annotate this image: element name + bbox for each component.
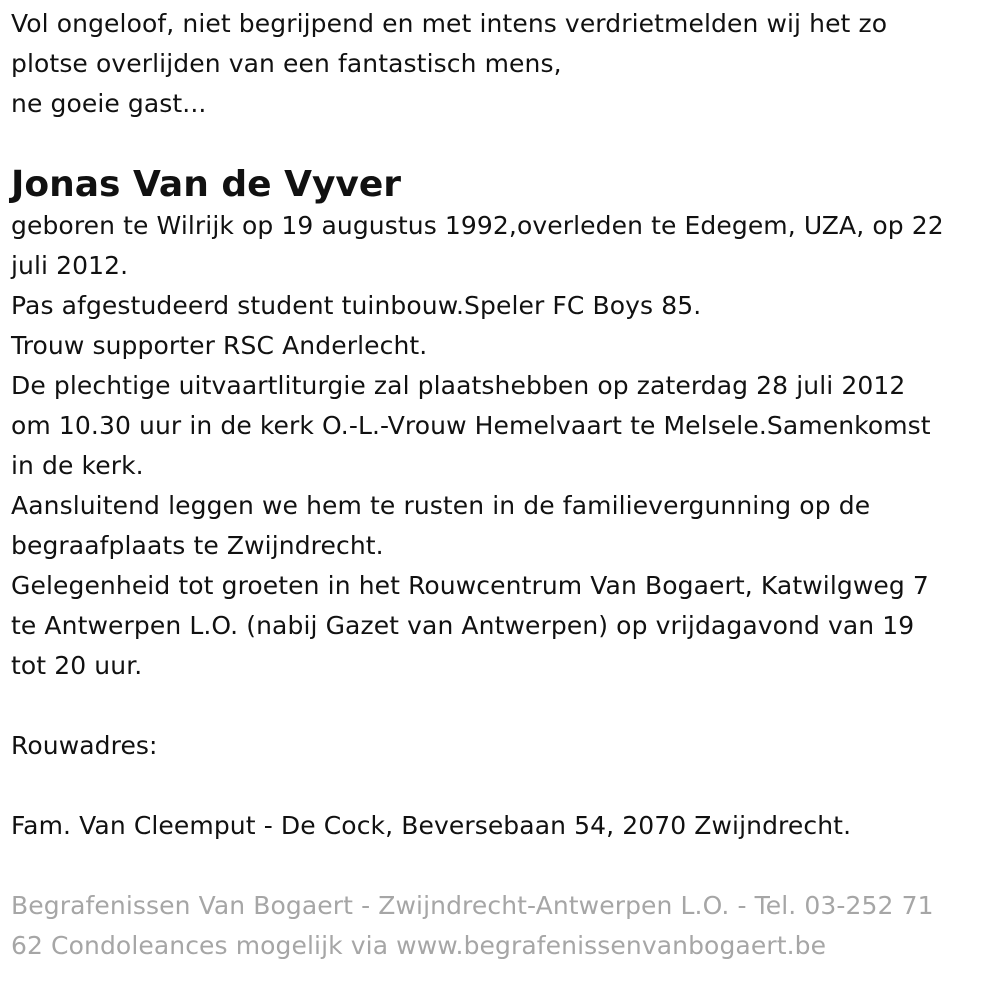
intro-paragraph	[11, 4, 995, 124]
footer-line: Begrafenissen Van Bogaert - Zwijndrecht-Antwerpen L.O. - Tel. 03-252 71	[11, 891, 934, 920]
details-line: Pas afgestudeerd student tuinbouw.Speler FC Boys 85.	[11, 291, 702, 320]
details-line: Trouw supporter RSC Anderlecht.	[11, 331, 428, 360]
mourning-address-label: Rouwadres:	[11, 731, 158, 760]
details-line: te Antwerpen L.O. (nabij Gazet van Antwerpen) op vrijdagavond van 19	[11, 611, 915, 640]
details-line: om 10.30 uur in de kerk O.-L.-Vrouw Hemelvaart te Melsele.Samenkomst	[11, 411, 931, 440]
details-line: Gelegenheid tot groeten in het Rouwcentrum Van Bogaert, Katwilgweg 7	[11, 571, 929, 600]
intro-line: ne goeie gast...	[11, 89, 207, 118]
deceased-name: Jonas Van de Vyver	[11, 164, 402, 205]
mourning-address: Fam. Van Cleemput - De Cock, Beversebaan 54, 2070 Zwijndrecht.	[11, 811, 852, 840]
funeral-home-footer	[11, 886, 995, 966]
spacer	[11, 124, 995, 164]
details-line: Aansluitend leggen we hem te rusten in de familievergunning op de	[11, 491, 871, 520]
intro-line: Vol ongeloof, niet begrijpend en met intens verdrietmelden wij het zo	[11, 9, 888, 38]
spacer	[11, 766, 995, 806]
details-line: juli 2012.	[11, 251, 129, 280]
details-line: tot 20 uur.	[11, 651, 143, 680]
details-line: in de kerk.	[11, 451, 144, 480]
footer-line: 62 Condoleances mogelijk via www.begrafenissenvanbogaert.be	[11, 931, 827, 960]
details-line: begraafplaats te Zwijndrecht.	[11, 531, 384, 560]
spacer	[11, 686, 995, 726]
details-line: De plechtige uitvaartliturgie zal plaatshebben op zaterdag 28 juli 2012	[11, 371, 906, 400]
details-line: geboren te Wilrijk op 19 augustus 1992,overleden te Edegem, UZA, op 22	[11, 211, 944, 240]
spacer	[11, 846, 995, 886]
intro-line: plotse overlijden van een fantastisch mens,	[11, 49, 562, 78]
details-paragraph	[11, 206, 995, 686]
obituary-document	[11, 4, 995, 966]
